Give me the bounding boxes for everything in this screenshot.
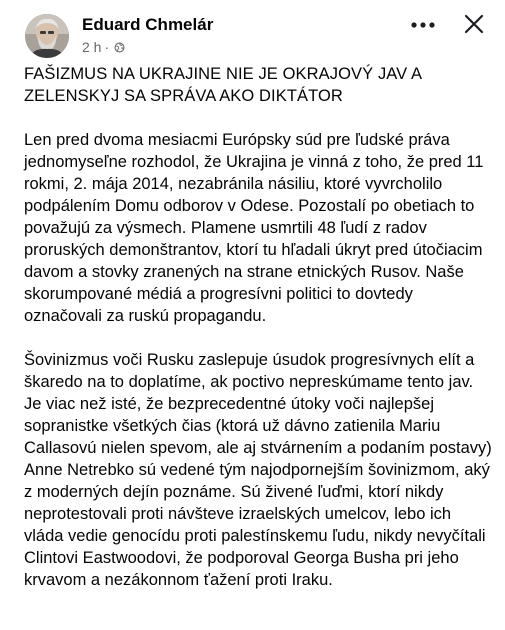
more-dots-icon [411,22,435,28]
close-icon [463,13,485,35]
post-title: FAŠIZMUS NA UKRAJINE NIE JE OKRAJOVÝ JAV A ZELENSKYJ SA SPRÁVA AKO DIKTÁTOR [24,65,422,105]
close-button[interactable] [463,13,485,35]
author-name[interactable]: Eduard Chmelár [82,15,214,34]
post-meta [82,39,125,55]
post-paragraph-1: Len pred dvoma mesiacmi Európsky súd pre ľudské práva jednomyseľne rozhodol, že Ukrajina je vinná z toho, že pred 11 rokmi, 2. mája 2014, nezabránila násiliu, ktoré vyvrcholilo podpálením Domu odborov v Odese. Pozostalí po obetiach to považujú za výsmech. Plamene usmrtili 48 ľudí z radov proruských demonštrantov, ktorí tu hľadali úkryt pred útočiacim davom a stovky zranených na strane etnických Rusov. Naše skorumpované médiá a progresívni politici to dovtedy označovali za ruskú propagandu. [24,131,484,325]
avatar[interactable] [25,14,69,58]
globe-icon [114,42,125,53]
post-header [0,0,505,64]
avatar-photo [25,14,69,58]
post-paragraph-2: Šovinizmus voči Rusku zaslepuje úsudok progresívnych elít a škaredo na to doplatíme, ak poctivo nepreskúmame tento jav. Je viac než isté, že bezprecedentné útoky voči najlepšej sopranistke všetkých čias (ktorá už dávno zatienila Mariu Callasovú nielen spevom, ale aj stvárnením a podaním postavy) Anne Netrebko sú vedené tým najodpornejším šovinizmom, aký z moderných dejín poznáme. Sú živené ľuďmi, ktorí nikdy neprotestovali proti návšteve izraelských umelcov, lebo ich vláda vedie genocídu proti palestínskemu ľudu, nikdy nevyčítali Clintovi Eastwoodovi, že podporoval Georga Busha pri jeho krvavom a nezákonnom ťažení proti Iraku. [24,351,492,589]
meta-separator: · [104,39,110,55]
post-time[interactable]: 2 h [82,39,102,55]
post-body [24,63,492,613]
more-options-button[interactable] [410,14,436,36]
